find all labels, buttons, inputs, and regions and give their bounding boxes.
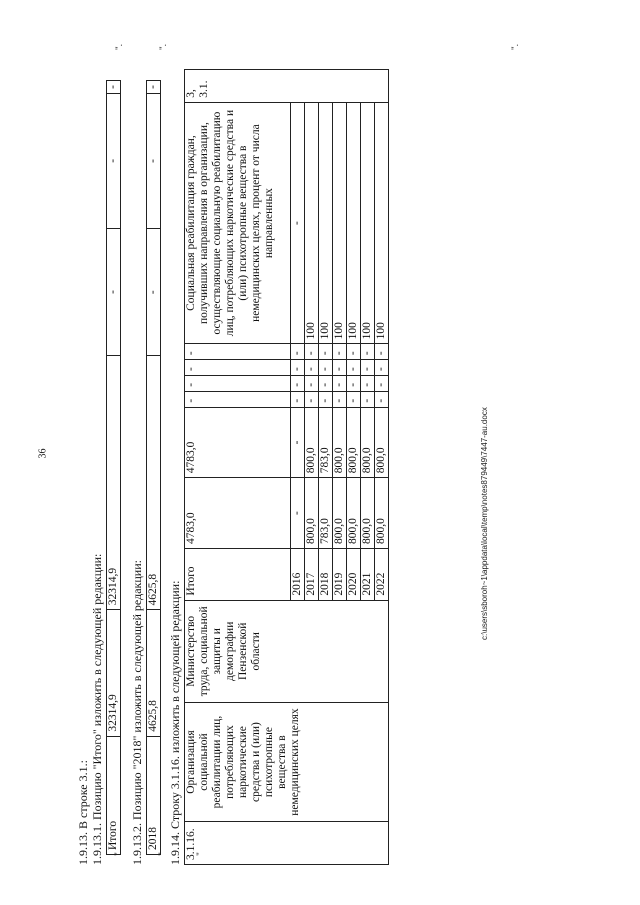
cell-dash: -	[185, 391, 291, 407]
cell-year: 2019	[333, 548, 347, 600]
cell-v2: 800,0	[333, 407, 347, 478]
rotated-page-content	[76, 65, 536, 865]
close-quote: ".	[157, 44, 168, 50]
open-quote: "	[112, 852, 123, 856]
cell-label: 2018	[147, 736, 161, 854]
cell-ref: 3, 3.1.	[185, 70, 389, 103]
page-number: 36	[37, 448, 49, 459]
table-row: 2017 800,0 800,0 - - - - 100	[305, 70, 319, 865]
table-itogo	[106, 80, 121, 855]
cell-dash: -	[185, 360, 291, 376]
cell-ind: 100	[347, 102, 361, 344]
cell-v5: -	[107, 81, 121, 94]
cell-year: 2022	[375, 548, 389, 600]
cell-ind: 100	[319, 102, 333, 344]
cell-v2: 800,0	[361, 407, 375, 478]
cell-v3: -	[107, 228, 121, 355]
table-2018	[146, 80, 161, 855]
table-row: 2020 800,0 800,0 - - - - 100	[347, 70, 361, 865]
cell-v2: 4625,8	[147, 356, 161, 610]
open-quote: "	[156, 852, 167, 856]
table-3-1-16	[184, 69, 389, 865]
cell-dash: -	[185, 344, 291, 360]
close-quote: ".	[113, 44, 124, 50]
cell-label: Итого	[107, 736, 121, 854]
cell-v4: -	[147, 93, 161, 228]
cell-v2: -	[291, 407, 305, 478]
cell-v1: 800,0	[361, 478, 375, 549]
cell-name: Организация социальной реабилитации лиц, потребляющих наркотические средства и (или) психотропные вещества в немедицинских целях	[185, 702, 389, 821]
cell-v4: -	[107, 93, 121, 228]
cell-v1: 800,0	[347, 478, 361, 549]
cell-v2: 800,0	[305, 407, 319, 478]
cell-v2: 783,0	[319, 407, 333, 478]
cell-v1: 800,0	[333, 478, 347, 549]
heading-1-9-13: 1.9.13. В строке 3.1.:	[76, 760, 90, 865]
table-row: 2022 800,0 800,0 - - - - 100	[375, 70, 389, 865]
cell-total-label: Итого	[185, 548, 291, 600]
cell-v1: -	[291, 478, 305, 549]
cell-v1: 783,0	[319, 478, 333, 549]
cell-year: 2017	[305, 548, 319, 600]
cell-dash: -	[185, 375, 291, 391]
cell-v2: 32314,9	[107, 356, 121, 610]
cell-year: 2018	[319, 548, 333, 600]
cell-total-v1: 4783,0	[185, 478, 291, 549]
table-row: 2016 - - - - - - -	[291, 70, 305, 865]
cell-ind: 100	[361, 102, 375, 344]
table-row: 2019 800,0 800,0 - - - - 100	[333, 70, 347, 865]
cell-num: 3.1.16.	[185, 822, 389, 865]
heading-1-9-13-2: 1.9.13.2. Позицию "2018" изложить в следующей редакции:	[130, 560, 144, 865]
table-row: 2018 783,0 783,0 - - - - 100	[319, 70, 333, 865]
cell-ind: -	[291, 102, 305, 344]
file-path: c:\users\sboroh~1\appdata\local\temp\notes879449\7447-au.docx	[480, 407, 489, 640]
cell-v1: 4625,8	[147, 610, 161, 736]
cell-v1: 800,0	[375, 478, 389, 549]
open-quote: "	[194, 852, 205, 856]
cell-v1: 800,0	[305, 478, 319, 549]
cell-ind: 100	[333, 102, 347, 344]
cell-year: 2021	[361, 548, 375, 600]
cell-org: Министерство труда, социальной защиты и демографии Пензенской области	[185, 600, 389, 702]
cell-v2: 800,0	[347, 407, 361, 478]
heading-1-9-14: 1.9.14. Строку 3.1.16. изложить в следующей редакции:	[168, 580, 182, 865]
cell-ind: 100	[375, 102, 389, 344]
cell-v5: -	[147, 81, 161, 94]
close-quote: ".	[509, 44, 520, 50]
cell-ind: 100	[305, 102, 319, 344]
cell-v1: 32314,9	[107, 610, 121, 736]
table-row: 2021 800,0 800,0 - - - - 100	[361, 70, 375, 865]
cell-total-v2: 4783,0	[185, 407, 291, 478]
cell-v3: -	[147, 228, 161, 355]
cell-indicator: Социальная реабилитация граждан, получивших направления в организации, осуществляющие социальную реабилитацию лиц, потребляющих наркотические средства и (или) психотропные вещества в немедицинских целях, процент от числа направленных	[185, 102, 291, 344]
heading-1-9-13-1: 1.9.13.1. Позицию "Итого" изложить в следующей редакции:	[90, 553, 104, 865]
cell-year: 2016	[291, 548, 305, 600]
cell-v2: 800,0	[375, 407, 389, 478]
cell-year: 2020	[347, 548, 361, 600]
